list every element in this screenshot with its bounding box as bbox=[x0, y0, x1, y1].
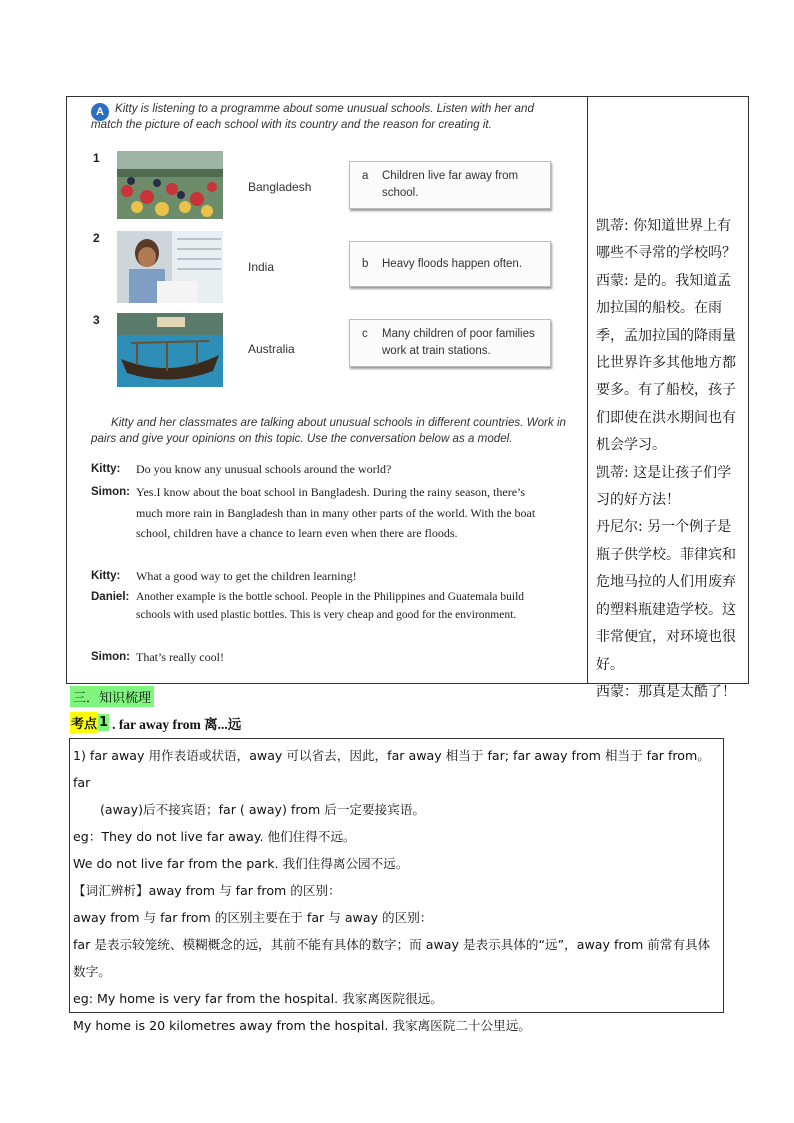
girl-studying-photo bbox=[117, 231, 223, 303]
dialogue-line bbox=[91, 459, 536, 480]
note-line: (away)后不接宾语；far ( away) from 后一定要接宾语。 bbox=[100, 802, 425, 817]
reason-text: Many children of poor families work at train stations. bbox=[382, 328, 535, 357]
instruction-a: Kitty is listening to a programme about some unusual schools. Listen with her and match the picture of each school with its country and the reason for creating it. bbox=[91, 102, 534, 131]
note-line: away from 与 far from 的区别主要在于 far 与 away 的区别： bbox=[73, 910, 433, 925]
item-number: 3 bbox=[93, 313, 100, 327]
note-line: far 是表示较笼统、模糊概念的远，其前不能有具体的数字；而 away 是表示具体的“远”，away from 前常有具体数字。 bbox=[73, 937, 711, 979]
note-line: We do not live far from the park. 我们住得离公园不远。 bbox=[73, 856, 409, 871]
section-a-badge: A bbox=[91, 103, 109, 121]
note-line: eg: My home is very far from the hospital. 我家离医院很远。 bbox=[73, 991, 443, 1006]
note-line: 1) far away 用作表语或状语，away 可以省去，因此，far away 相当于 far; far away from 相当于 far from。far bbox=[73, 748, 710, 790]
reason-letter: b bbox=[362, 257, 369, 270]
note-line: eg：They do not live far away. 他们住得不远。 bbox=[73, 829, 356, 844]
boat-photo bbox=[117, 313, 223, 387]
speaker-label: Daniel: bbox=[91, 591, 130, 603]
chinese-translation bbox=[588, 97, 748, 700]
reason-letter: a bbox=[362, 170, 369, 182]
textbook-scan bbox=[67, 97, 588, 683]
speaker-label: Simon: bbox=[91, 651, 130, 663]
reason-card bbox=[349, 319, 551, 367]
dialogue-line bbox=[91, 647, 536, 668]
key-point-heading bbox=[70, 712, 241, 733]
country-label: Australia bbox=[248, 342, 295, 356]
notes-box bbox=[69, 738, 724, 1033]
instruction-b: Kitty and her classmates are talking about unusual schools in different countries. Work in pairs and give your opinions on this topic. Use the conversation below as a model. bbox=[91, 416, 566, 445]
translation-line: 西蒙：那真是太酷了！ bbox=[596, 683, 736, 700]
dialogue-text: Do you know any unusual schools around the world? bbox=[136, 462, 392, 476]
reason-text: Heavy floods happen often. bbox=[382, 257, 523, 270]
dialogue-line bbox=[91, 482, 536, 544]
translation-line: 西蒙: 是的。我知道孟加拉国的船校。在雨季，孟加拉国的降雨量比世界许多其他地方都要多。有了船校，孩子们即使在洪水期间也有机会学习。 bbox=[596, 272, 736, 454]
speaker-label: Simon: bbox=[91, 486, 130, 498]
note-line: My home is 20 kilometres away from the hospital. 我家离医院二十公里远。 bbox=[73, 1018, 531, 1033]
speaker-label: Kitty: bbox=[91, 463, 121, 475]
item-number: 1 bbox=[93, 151, 100, 165]
dialogue-text: Yes.I know about the boat school in Bangladesh. During the rainy season, there’s much more rain in Bangladesh than in many other parts of the world. With the boat school, children have a chance to learn even when there are floods. bbox=[136, 485, 536, 540]
note-line: 【词汇辨析】away from 与 far from 的区别： bbox=[73, 883, 341, 898]
reason-card bbox=[349, 161, 551, 209]
dialogue-text: Another example is the bottle school. People in the Philippines and Guatemala build schools with used plastic bottles. This is very cheap and good for the environment. bbox=[136, 591, 525, 621]
dialogue-line bbox=[91, 566, 536, 587]
translation-line: 丹尼尔: 另一个例子是瓶子供学校。菲律宾和危地马拉的人们用废弃的塑料瓶建造学校。这非常便宜，对环境也很好。 bbox=[596, 519, 736, 673]
country-label: Bangladesh bbox=[248, 180, 312, 194]
dialogue-text: What a good way to get the children learning! bbox=[136, 569, 357, 583]
translation-line: 凯蒂: 你知道世界上有哪些不寻常的学校吗？ bbox=[596, 218, 736, 262]
dialogue-text: That’s really cool! bbox=[136, 650, 224, 664]
reason-card bbox=[349, 241, 551, 287]
key-point-number: 1 bbox=[99, 715, 109, 730]
section-title: 三．知识梳理 bbox=[70, 686, 154, 707]
dialogue-line bbox=[91, 588, 526, 624]
key-point-tag: 考点 bbox=[70, 712, 98, 733]
country-label: India bbox=[248, 260, 275, 274]
translation-line: 凯蒂: 这是让孩子们学习的好方法！ bbox=[596, 464, 732, 509]
key-point-title: . far away from 离...远 bbox=[112, 716, 242, 732]
item-number: 2 bbox=[93, 231, 100, 245]
reason-text: Children live far away from school. bbox=[382, 170, 519, 199]
reason-letter: c bbox=[362, 328, 368, 340]
speaker-label: Kitty: bbox=[91, 570, 121, 582]
boat-school-photo bbox=[117, 151, 223, 219]
